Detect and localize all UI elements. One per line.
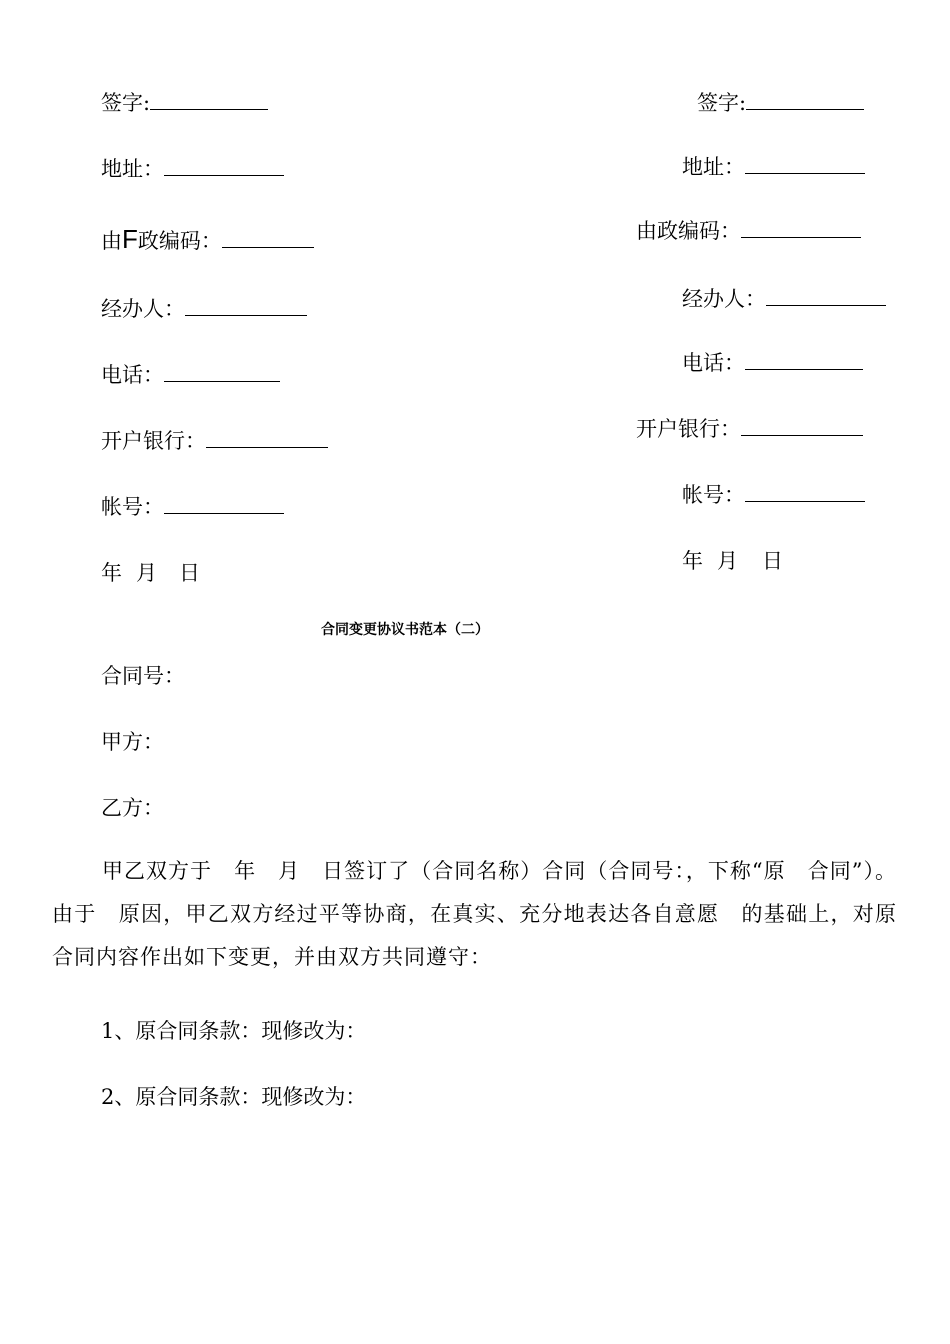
left-phone-field [101, 362, 280, 388]
section-title: 合同变更协议书范本（二） [321, 622, 489, 638]
left-date [101, 560, 200, 586]
right-sign-blank [746, 91, 864, 110]
right-sign-field [697, 90, 864, 116]
left-phone-blank [164, 363, 280, 382]
clause-2: 2、原合同条款：现修改为： [101, 1085, 367, 1109]
left-postal-blank [222, 229, 314, 248]
right-address-blank [745, 155, 865, 174]
right-agent-field [682, 286, 886, 312]
right-agent-blank [766, 287, 886, 306]
left-agent-label: 经办人： [101, 297, 185, 321]
left-sign-blank [150, 91, 268, 110]
left-date-year: 年 [101, 561, 122, 585]
left-sign-field [101, 90, 268, 116]
left-address-field [101, 156, 284, 182]
left-address-blank [164, 157, 284, 176]
party-b-line: 乙方： [101, 796, 164, 820]
left-phone-label: 电话： [101, 363, 164, 387]
left-agent-blank [185, 297, 307, 316]
right-account-field [682, 482, 865, 508]
right-phone-field [682, 350, 863, 376]
right-bank-blank [741, 417, 863, 436]
left-agent-field [101, 296, 307, 322]
clause-1: 1、原合同条款：现修改为： [101, 1019, 367, 1043]
right-postal-label: 由政编码： [636, 219, 741, 243]
left-bank-label: 开户银行： [101, 429, 206, 453]
right-account-blank [745, 483, 865, 502]
left-account-field [101, 494, 284, 520]
party-a-line: 甲方： [101, 730, 164, 754]
left-account-blank [164, 495, 284, 514]
left-postal-prefix: 由 [101, 229, 122, 253]
left-postal-f: F [122, 224, 138, 254]
right-bank-label: 开户银行： [636, 417, 741, 441]
right-phone-blank [745, 351, 863, 370]
left-sign-label: 签字: [101, 91, 151, 115]
right-postal-field [636, 218, 861, 244]
right-sign-label: 签字: [697, 91, 747, 115]
left-bank-blank [206, 429, 328, 448]
left-postal-suffix: 政编码： [137, 229, 222, 253]
left-postal-field [101, 226, 314, 254]
right-address-field [682, 154, 865, 180]
right-agent-label: 经办人： [682, 287, 766, 311]
right-phone-label: 电话： [682, 351, 745, 375]
right-account-label: 帐号： [682, 483, 745, 507]
right-bank-field [636, 416, 863, 442]
body-paragraph: 甲乙双方于 年 月 日签订了（合同名称）合同（合同号：，下称“原 合同”）。由于 原因，甲乙双方经过平等协商，在真实、充分地表达各自意愿 的基础上，对原合同内容作出如下变更，并由双方共同遵守： [52, 859, 897, 969]
left-account-label: 帐号： [101, 495, 164, 519]
right-postal-blank [741, 219, 861, 238]
right-date [682, 548, 783, 574]
left-address-label: 地址： [101, 157, 164, 181]
contract-number-line: 合同号： [101, 664, 185, 688]
left-date-month: 月 [136, 561, 157, 585]
left-bank-field [101, 428, 328, 454]
right-date-month: 月 [717, 549, 738, 573]
right-date-year: 年 [682, 549, 703, 573]
right-address-label: 地址： [682, 155, 745, 179]
left-date-day: 日 [179, 561, 200, 585]
right-date-day: 日 [762, 549, 783, 573]
